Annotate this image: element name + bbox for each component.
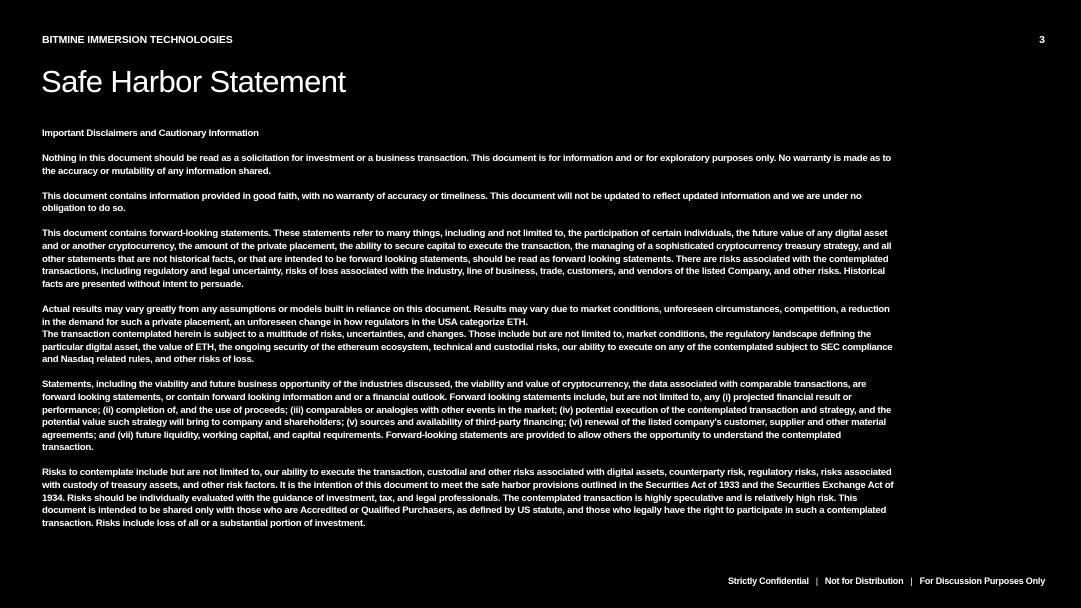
paragraph-actual-results: Actual results may vary greatly from any assumptions or models built in reliance on this document. Results may vary due to market conditions, unforeseen circumstances, competition, a reduction in the demand for such a private placement, an unforeseen change in how regulators in the USA categorize ETH. (42, 303, 890, 328)
footer-not-for-distribution: Not for Distribution (824, 576, 904, 586)
company-name: BITMINE IMMERSION TECHNOLOGIES (42, 34, 233, 46)
paragraph-statements: Statements, including the viability and future business opportunity of the industries discussed, the viability and value of cryptocurrency, the data associated with comparable transactions, are forward looking statements, or contain forward looking information and or a financial outlook. Forward looking statements include, but are not limited to, any (i) projected financial result or performance; (ii) completion of, and the use of proceeds; (iii) comparables or analogies with other events in the market; (iv) potential execution of the contemplated transaction and strategy, and the potential value such strategy will bring to company and shareholders; (v) sources and availability of third-party financing; (vi) renewal of the listed company's customer, supplier and other material agreements; and (vii) future liquidity, working capital, and capital requirements. Forward-looking statements are provided to allow others the opportunity to understand the contemplated transaction. (42, 379, 892, 454)
footer-discussion-purposes: For Discussion Purposes Only (919, 576, 1045, 586)
paragraph-forward-looking: This document contains forward-looking statements. These statements refer to many things, including and not limited to, the participation of certain individuals, the future value of any digital asset and or another cryptocurrency, the amount of the private placement, the ability to secure capital to execute the transaction, the managing of a sophisticated cryptocurrency treasury strategy, and all other statements that are not historical facts, or that are intended to be forward looking statements, should be read as forward looking statements. There are risks associated with the contemplated transactions, including regulatory and legal uncertainty, risks of loss associated with the industry, line of business, trade, customers, and vendors of the listed Company, and other risks. Historical facts are presented without intent to persuade. (42, 228, 892, 290)
footer-confidential: Strictly Confidential (727, 576, 809, 586)
disclaimer-subheading: Important Disclaimers and Cautionary Information (42, 128, 259, 139)
page-number: 3 (1039, 34, 1045, 46)
footer-separator: | (910, 576, 913, 586)
paragraph-solicitation: Nothing in this document should be read as a solicitation for investment or a business transaction. This document is for information and or for exploratory purposes only. No warranty is made as to the accuracy or mutability of any information shared. (42, 153, 892, 177)
footer-separator: | (815, 576, 818, 586)
paragraph-risks: Risks to contemplate include but are not limited to, our ability to execute the transaction, custodial and other risks associated with digital assets, counterparty risk, regulatory risks, risks associated with custody of treasury assets, and other risk factors. It is the intention of this document to meet the safe harbor provisions outlined in the Securities Act of 1933 and the Securities Exchange Act of 1934. Risks should be individually evaluated with the guidance of investment, tax, and legal professionals. The contemplated transaction is highly speculative and is relatively high risk. This document is intended to be shared only with those who are Accredited or Qualified Purchasers, as defined by US statute, and those who legally have the right to participate in such a contemplated transaction. Risks include loss of all or a substantial portion of investment. (42, 467, 894, 529)
footer (728, 576, 1045, 586)
page-title: Safe Harbor Statement (41, 64, 346, 99)
paragraph-transaction-risks: The transaction contemplated herein is subject to a multitude of risks, uncertainties, and changes. Those include but are not limited to, market conditions, the regulatory landscape defining the particular digital asset, the value of ETH, the ongoing security of the ethereum ecosystem, technical and custodial risks, our ability to execute on any of the contemplated subject to SEC compliance and Nasdaq related rules, and other risks of loss. (42, 329, 893, 366)
disclaimer-body (42, 128, 894, 543)
paragraph-good-faith: This document contains information provided in good faith, with no warranty of accuracy or timeliness. This document will not be updated to reflect updated information and we are under no obligation to do so. (42, 190, 862, 215)
